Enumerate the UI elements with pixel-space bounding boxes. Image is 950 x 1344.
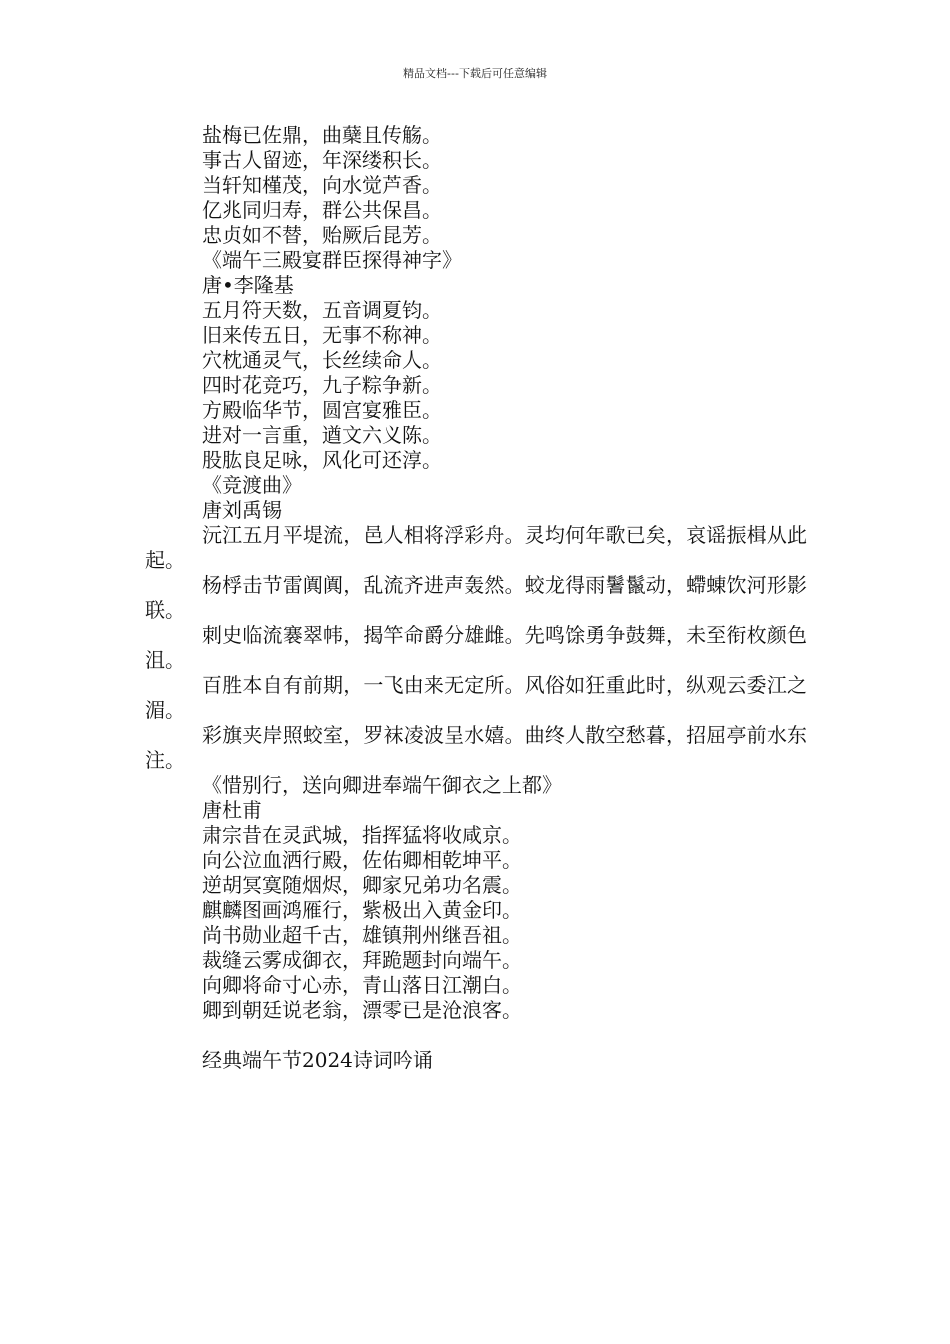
- poem-paragraph: 彩旗夹岸照蛟室，罗袜凌波呈水嬉。曲终人散空愁暮，招屈亭前水东注。: [145, 723, 807, 772]
- poem-line: 肃宗昔在灵武城，指挥猛将收咸京。: [202, 823, 522, 847]
- poem-line: 股肱良足咏，风化可还淳。: [202, 448, 442, 472]
- poem-title: 《端午三殿宴群臣探得神字》: [202, 248, 462, 272]
- poem-author: 唐杜甫: [202, 798, 262, 822]
- document-body: [145, 123, 807, 1073]
- poem-line: 向卿将命寸心赤，青山落日江潮白。: [202, 973, 522, 997]
- poem-line: 当轩知槿茂，向水觉芦香。: [202, 173, 442, 197]
- poem-title: 《竞渡曲》: [202, 473, 302, 497]
- poem-line: 五月符天数，五音调夏钧。: [202, 298, 442, 322]
- poem-paragraph: 刺史临流褰翠帏，揭竿命爵分雄雌。先鸣馀勇争鼓舞，未至衔枚颜色沮。: [145, 623, 807, 672]
- poem-title: 《惜别行，送向卿进奉端午御衣之上都》: [202, 773, 562, 797]
- poem-line: 盐梅已佐鼎，曲蘖且传觞。: [202, 123, 442, 147]
- poem-line: 卿到朝廷说老翁，漂零已是沧浪客。: [202, 998, 522, 1022]
- poem-paragraph: 沅江五月平堤流，邑人相将浮彩舟。灵均何年歌已矣，哀谣振楫从此起。: [145, 523, 807, 572]
- document-footer-title: 经典端午节2024诗词吟诵: [202, 1048, 433, 1072]
- page-header: 精品文档---下载后可任意编辑: [403, 67, 547, 80]
- poem-4: [145, 773, 807, 1023]
- poem-line: 四时花竞巧，九子粽争新。: [202, 373, 442, 397]
- poem-line: 向公泣血洒行殿，佐佑卿相乾坤平。: [202, 848, 522, 872]
- poem-paragraph: 杨桴击节雷阗阗，乱流齐进声轰然。蛟龙得雨鬐鬣动，螮蝀饮河形影联。: [145, 573, 807, 622]
- poem-line: 麒麟图画鸿雁行，紫极出入黄金印。: [202, 898, 522, 922]
- poem-paragraph: 百胜本自有前期，一飞由来无定所。风俗如狂重此时，纵观云委江之湄。: [145, 673, 807, 722]
- poem-line: 方殿临华节，圆宫宴雅臣。: [202, 398, 442, 422]
- poem-line: 逆胡冥寞随烟烬，卿家兄弟功名震。: [202, 873, 522, 897]
- poem-line: 裁缝云雾成御衣，拜跪题封向端午。: [202, 948, 522, 972]
- poem-line: 旧来传五日，无事不称神。: [202, 323, 442, 347]
- blank-line: [145, 1023, 807, 1048]
- poem-line: 事古人留迹，年深缕积长。: [202, 148, 442, 172]
- poem-line: 穴枕通灵气，长丝续命人。: [202, 348, 442, 372]
- poem-1-stanza: [145, 123, 807, 248]
- poem-3: [145, 473, 807, 773]
- poem-2: [145, 248, 807, 473]
- poem-line: 忠贞如不替，贻厥后昆芳。: [202, 223, 442, 247]
- poem-author: 唐•李隆基: [202, 273, 294, 297]
- poem-author: 唐刘禹锡: [202, 498, 282, 522]
- poem-line: 进对一言重，遒文六义陈。: [202, 423, 442, 447]
- poem-line: 尚书勋业超千古，雄镇荆州继吾祖。: [202, 923, 522, 947]
- poem-line: 亿兆同归寿，群公共保昌。: [202, 198, 442, 222]
